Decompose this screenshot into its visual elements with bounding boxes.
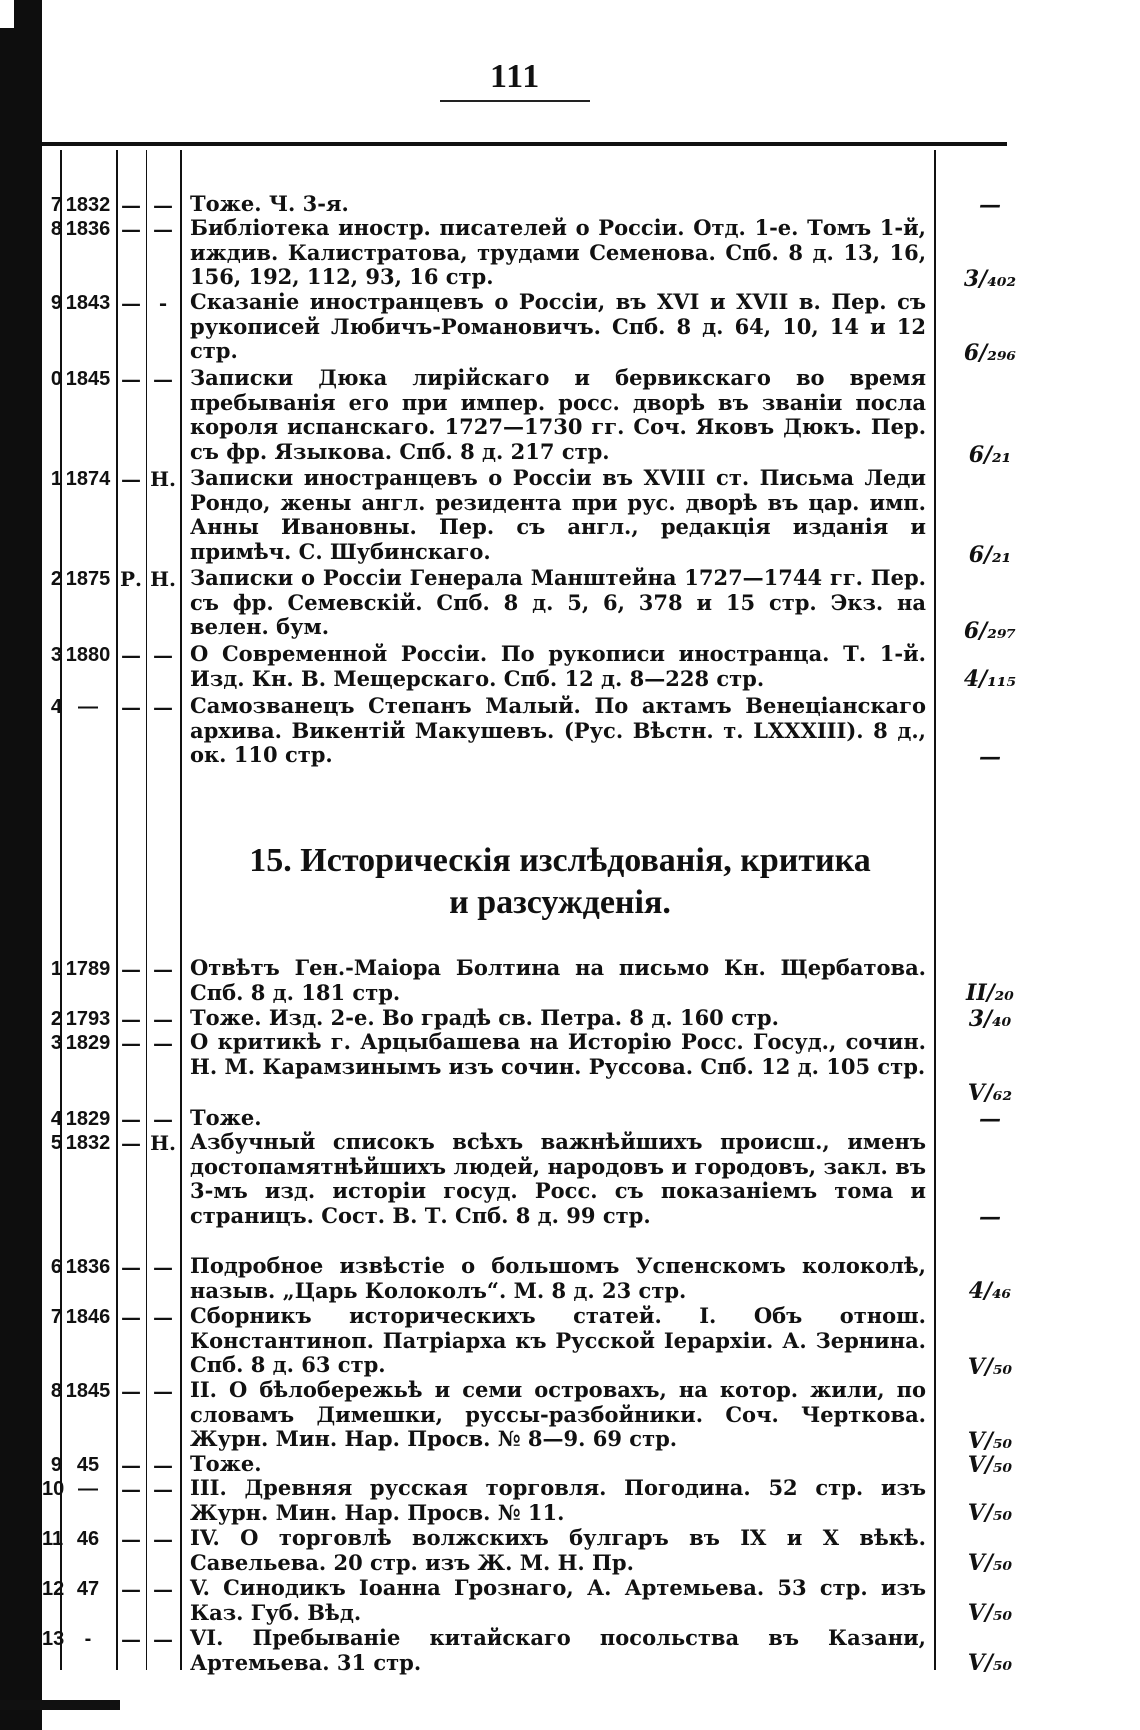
entry-index: 2 (50, 1008, 62, 1030)
entry-text: Записки Дюка лирійскаго и бервикскаго во время пребыванія его при импер. росс. дворѣ въ званіи посла короля испанскаго. 1727—1730 гг. Соч. Яковъ Дюкъ. Пер. съ фр. Языкова. Спб. 8 д. 217 стр. (190, 365, 926, 464)
entry-mark: — (153, 1627, 173, 1651)
entry-text: Тоже. (190, 1105, 262, 1130)
section-heading (190, 840, 930, 924)
entry-mark: — (121, 1453, 141, 1477)
entry-price: — (979, 1204, 1001, 1230)
entry-text: II. О бѣлобережьѣ и семи островахъ, на котор. жили, по словамъ Димешки, руссы-разбойники. Соч. Черткова. Журн. Мин. Нар. Просв. № 8—9. 69 стр. (190, 1377, 926, 1452)
bottom-margin-mark (0, 1700, 120, 1710)
column-rule (180, 150, 182, 1670)
entry-mark: — (153, 1255, 173, 1279)
entry-year: 1829 (65, 1032, 111, 1054)
section-heading-line: и разсужденія. (449, 884, 671, 921)
entry-year: 46 (76, 1528, 100, 1550)
entry-text: Отвѣтъ Ген.-Маіора Болтина на письмо Кн. Щербатова. Спб. 8 д. 181 стр. (190, 955, 926, 1005)
entry-mark: — (153, 1007, 173, 1031)
entry-price: V/₅₀ (967, 1550, 1013, 1576)
entry-mark: Н. (150, 1131, 176, 1155)
entry-price: 4/₁₁₅ (963, 666, 1017, 692)
entry-year: 1836 (65, 218, 111, 240)
entry-mark: — (153, 643, 173, 667)
entry-index: 1 (50, 958, 62, 980)
entry-mark: — (153, 957, 173, 981)
entry-mark: — (153, 1577, 173, 1601)
entry-index: 1 (50, 468, 62, 490)
entry-price: 6/₂₉₆ (963, 340, 1017, 366)
binding-notch (0, 0, 14, 28)
entry-mark: — (153, 367, 173, 391)
page-number: 111 (490, 58, 541, 95)
entry-text: V. Синодикъ Іоанна Грознаго, А. Артемьева. 53 стр. изъ Каз. Губ. Вѣд. (190, 1575, 926, 1625)
entry-price: — (979, 192, 1001, 218)
entry-year: - (84, 1628, 92, 1650)
entry-price: V/₅₀ (967, 1600, 1013, 1626)
entry-mark: — (121, 367, 141, 391)
entry-year: 47 (76, 1578, 100, 1600)
entry-mark: — (121, 1627, 141, 1651)
entry-mark: — (121, 1527, 141, 1551)
entry-text: Тоже. (190, 1451, 262, 1476)
entry-text: VI. Пребываніе китайскаго посольства въ Казани, Артемьева. 31 стр. (190, 1625, 926, 1675)
entry-price: II/₂₀ (966, 980, 1014, 1006)
entry-price: V/₅₀ (967, 1452, 1013, 1478)
entry-text: Сказаніе иностранцевъ о Россіи, въ XVI и XVII в. Пер. съ рукописей Любичъ-Романовичъ. Спб. 8 д. 64, 10, 14 и 12 стр. (190, 289, 926, 364)
entry-index: 7 (50, 194, 62, 216)
entry-text: О критикѣ г. Арцыбашева на Исторію Росс. Госуд., сочин. Н. М. Карамзинымъ изъ сочин. Руссова. Спб. 12 д. 105 стр. (190, 1029, 926, 1079)
entry-year: — (78, 696, 98, 718)
entry-price: 6/₂₁ (968, 442, 1012, 468)
entry-text: III. Древняя русская торговля. Погодина. 52 стр. изъ Журн. Мин. Нар. Просв. № 11. (190, 1475, 926, 1525)
entry-price: 3/₄₀ (968, 1006, 1012, 1032)
entry-price: 6/₂₁ (968, 542, 1012, 568)
entry-mark: — (121, 1577, 141, 1601)
entry-mark: — (153, 1453, 173, 1477)
entry-year: 1829 (65, 1108, 111, 1130)
entry-price: V/₅₀ (967, 1500, 1013, 1526)
entry-mark: Н. (150, 467, 176, 491)
entry-mark: — (153, 217, 173, 241)
entry-price: V/₅₀ (967, 1650, 1013, 1676)
entry-year: 1832 (65, 1132, 111, 1154)
entry-index: 3 (50, 644, 62, 666)
entry-text: Тоже. Изд. 2-е. Во градѣ св. Петра. 8 д. 160 стр. (190, 1005, 779, 1030)
entry-year: 1880 (65, 644, 111, 666)
entry-price: V/₅₀ (967, 1354, 1013, 1380)
entry-year: 1836 (65, 1256, 111, 1278)
entry-index: 8 (50, 1380, 62, 1402)
entry-mark: — (121, 957, 141, 981)
entry-mark: — (121, 643, 141, 667)
entry-index: 13 (42, 1628, 65, 1650)
entry-index: 4 (50, 1108, 62, 1130)
entry-year: 1832 (65, 194, 111, 216)
entry-mark: — (153, 1107, 173, 1131)
entry-price: V/₆₂ (967, 1080, 1013, 1106)
entry-text: Сборникъ историческихъ статей. I. Объ отнош. Константиноп. Патріарха къ Русской Іерархіи. А. Зернина. Спб. 8 д. 63 стр. (190, 1303, 926, 1378)
entry-year: 45 (76, 1454, 100, 1476)
entry-text: Подробное извѣстіе о большомъ Успенскомъ колоколѣ, назыв. „Царь Колоколъ“. М. 8 д. 23 стр. (190, 1253, 926, 1303)
entry-index: 7 (50, 1306, 62, 1328)
entry-mark: — (121, 467, 141, 491)
entry-mark: Н. (150, 567, 176, 591)
entry-price: 6/₂₉₇ (963, 618, 1017, 644)
entry-mark: — (153, 1031, 173, 1055)
entry-mark: — (121, 1379, 141, 1403)
entry-mark: — (121, 1031, 141, 1055)
entry-mark: — (121, 193, 141, 217)
entry-year: 1845 (65, 1380, 111, 1402)
entry-mark: — (153, 695, 173, 719)
column-rule (934, 150, 936, 1670)
entry-mark: — (121, 1107, 141, 1131)
entry-index: 10 (42, 1478, 65, 1500)
entry-text: IV. О торговлѣ волжскихъ булгаръ въ IX и X вѣкѣ. Савельева. 20 стр. изъ Ж. М. Н. Пр. (190, 1525, 926, 1575)
entry-index: 9 (50, 1454, 62, 1476)
section-heading-line: 15. Историческія изслѣдованія, критика (249, 842, 871, 879)
entry-index: 5 (50, 1132, 62, 1154)
entry-mark: — (121, 1255, 141, 1279)
entry-index: 11 (42, 1528, 64, 1550)
entry-mark: - (158, 291, 168, 315)
entry-text: Азбучный списокъ всѣхъ важнѣйшихъ происш., именъ достопамятнѣйшихъ людей, народовъ и городовъ, закл. въ 3-мъ изд. исторіи госуд. Росс. съ показаніемъ тома и страницъ. Сост. В. Т. Спб. 8 д. 99 стр. (190, 1129, 926, 1228)
entry-mark: — (153, 1527, 173, 1551)
entry-price: V/₅₀ (967, 1428, 1013, 1454)
entry-price: 3/₄₀₂ (963, 266, 1017, 292)
page-binding-edge (0, 0, 42, 1730)
entry-year: 1793 (65, 1008, 111, 1030)
entry-price: — (979, 1106, 1001, 1132)
entry-text: Записки о Россіи Генерала Манштейна 1727—1744 гг. Пер. съ фр. Семевскій. Спб. 8 д. 5, 6, 378 и 15 стр. Экз. на велен. бум. (190, 565, 926, 640)
entry-mark: — (121, 1305, 141, 1329)
entry-index: 8 (50, 218, 62, 240)
entry-year: 1845 (65, 368, 111, 390)
entry-mark: — (121, 695, 141, 719)
entry-text: Записки иностранцевъ о Россіи въ XVIII ст. Письма Леди Рондо, жены англ. резидента при рус. дворѣ въ цар. имп. Анны Ивановны. Пер. съ англ., редакція изданія и примѣч. С. Шубинскаго. (190, 465, 926, 564)
entry-mark: — (153, 1305, 173, 1329)
header-rule (42, 142, 1007, 146)
entry-mark: — (121, 217, 141, 241)
page-number-underline (440, 100, 590, 102)
entry-text: Тоже. Ч. 3-я. (190, 191, 349, 216)
entry-index: 6 (50, 1256, 62, 1278)
entry-index: 3 (50, 1032, 62, 1054)
entry-mark: — (121, 1007, 141, 1031)
entry-index: 0 (50, 368, 62, 390)
entry-year: 1843 (65, 292, 111, 314)
entry-mark: — (121, 1477, 141, 1501)
entry-mark: — (153, 1477, 173, 1501)
entry-year: 1846 (65, 1306, 111, 1328)
entry-year: — (78, 1478, 98, 1500)
entry-index: 12 (42, 1578, 65, 1600)
entry-text: О Современной Россіи. По рукописи иностранца. Т. 1-й. Изд. Кн. В. Мещерскаго. Спб. 12 д. 8—228 стр. (190, 641, 926, 691)
entry-mark: Р. (119, 567, 142, 591)
entry-text: Самозванецъ Степанъ Малый. По актамъ Венеціанскаго архива. Викентій Макушевъ. (Рус. Вѣстн. т. LXXXIII). 8 д., ок. 110 стр. (190, 693, 926, 768)
entry-mark: — (153, 1379, 173, 1403)
entry-year: 1875 (65, 568, 111, 590)
entry-index: 2 (50, 568, 62, 590)
entry-price: 4/₄₆ (968, 1278, 1012, 1304)
entry-index: 4 (50, 696, 62, 718)
entry-year: 1789 (65, 958, 111, 980)
entry-mark: — (121, 1131, 141, 1155)
entry-mark: — (121, 291, 141, 315)
entry-year: 1874 (65, 468, 111, 490)
entry-index: 9 (50, 292, 62, 314)
entry-mark: — (153, 193, 173, 217)
entry-text: Библіотека иностр. писателей о Россіи. Отд. 1-е. Томъ 1-й, иждив. Калистратова, трудами Семенова. Спб. 8 д. 13, 16, 156, 192, 112, 93, 16 стр. (190, 215, 926, 290)
entry-price: — (979, 744, 1001, 770)
